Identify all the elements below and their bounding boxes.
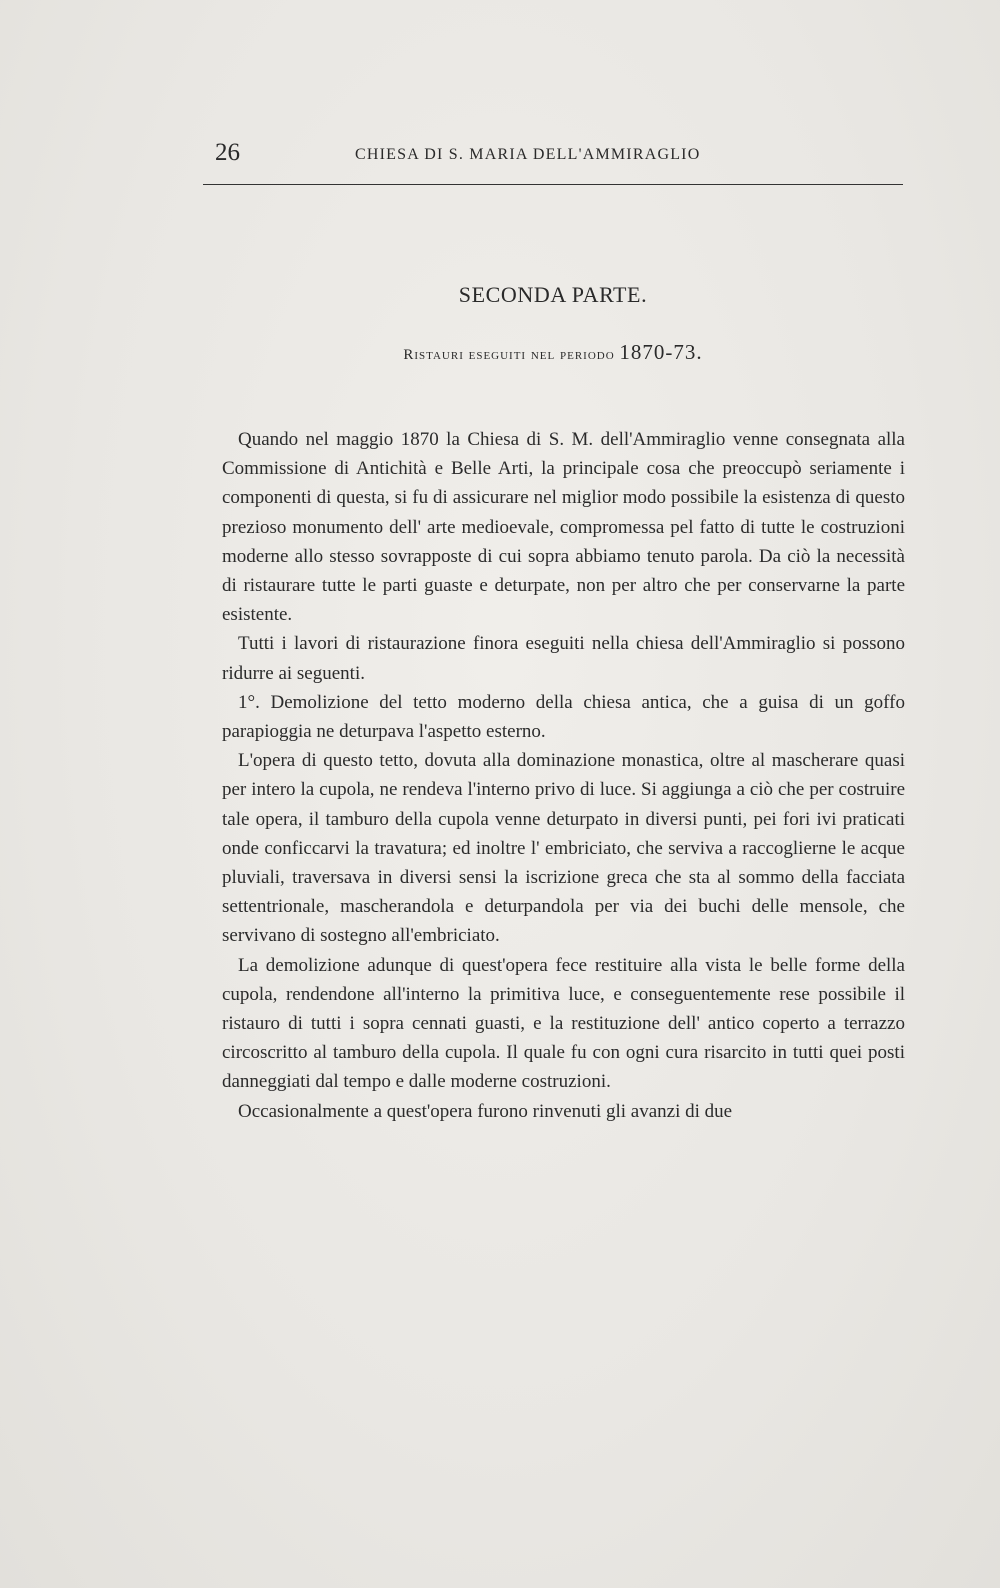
section-title: SECONDA PARTE. [458, 282, 648, 307]
paragraph: La demolizione adunque di quest'opera fece restituire alla vista le belle forme della cupola, rendendone all'interno la primitiva luce, e conseguentemente rese possibile il ristauro di tutti i sopra cennati guasti, e la restituzione dell' antico coperto a terrazzo circoscritto al tamburo della cupola. Il quale fu con ogni cura risarcito in tutti quei posti danneggiati dal tempo e dalle moderne costruzioni. [222, 954, 905, 1093]
page-number: 26 [215, 139, 240, 166]
paragraph: 1°. Demolizione del tetto moderno della chiesa antica, che a guisa di un goffo parapioggia ne deturpava l'aspetto esterno. [222, 691, 905, 743]
subtitle-text: Ristauri eseguiti nel periodo [403, 347, 615, 363]
running-head [215, 138, 905, 174]
header-rule [203, 184, 903, 185]
paragraph: L'opera di questo tetto, dovuta alla dominazione monastica, oltre al mascherare quasi per intero la cupola, ne rendeva l'interno privo di luce. Si aggiunga a ciò che per costruire tale opera, il tamburo della cupola venne deturpato in diversi punti, pei fori ivi praticati onde conficcarvi la travatura; ed inoltre l' embriciato, che serviva a raccoglierne le acque pluviali, traversava in diversi sensi la iscrizione greca che sta al sommo della facciata settentrionale, mascherandola e deturpandola per via dei buchi delle mensole, che servivano di sostegno all'embriciato. [222, 750, 905, 947]
subtitle-years: 1870-73. [619, 340, 703, 364]
paragraph: Quando nel maggio 1870 la Chiesa di S. M. dell'Ammiraglio venne consegnata alla Commissione di Antichità e Belle Arti, la principale cosa che preoccupò seriamente i componenti di questa, si fu di assicurare nel miglior modo possibile la esistenza di questo prezioso monumento dell' arte medioevale, compromessa pel fatto di tutte le costruzioni moderne allo stesso sovrapposte di cui sopra abbiamo tenuto parola. Da ciò la necessità di ristaurare tutte le parti guaste e deturpate, non per altro che per conservarne la parte esistente. [222, 429, 905, 626]
running-title: CHIESA DI S. MARIA DELL'AMMIRAGLIO [355, 146, 701, 163]
body-text [222, 425, 905, 1126]
paragraph: Tutti i lavori di ristaurazione finora eseguiti nella chiesa dell'Ammiraglio si possono ridurre ai seguenti. [222, 633, 905, 684]
section-subtitle [203, 340, 903, 365]
paragraph: Occasionalmente a quest'opera furono rinvenuti gli avanzi di due [238, 1100, 733, 1122]
